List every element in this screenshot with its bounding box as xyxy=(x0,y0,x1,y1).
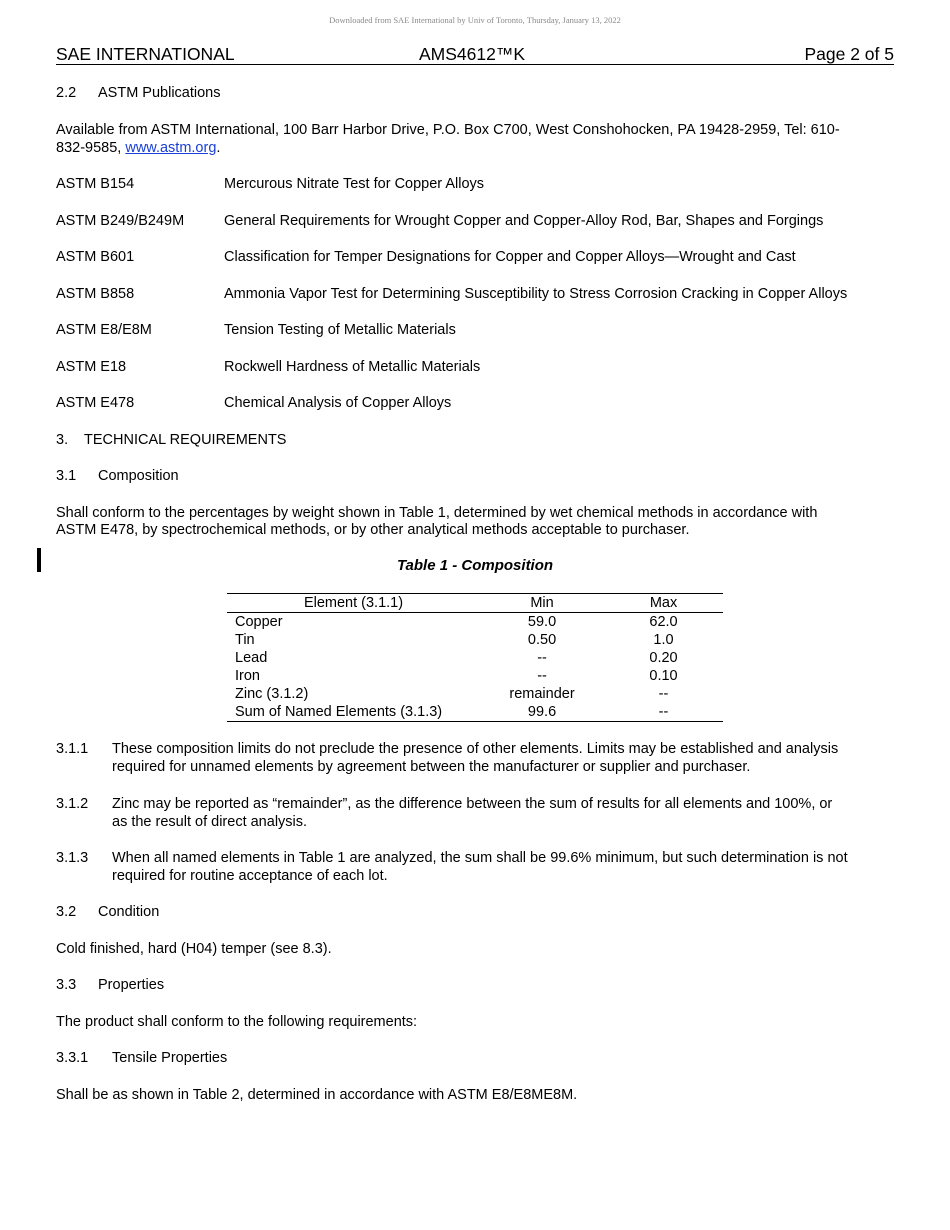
period-text: . xyxy=(216,140,221,156)
table-row xyxy=(227,613,723,632)
reference-title: Ammonia Vapor Test for Determining Susceptibility to Stress Corrosion Cracking in Copper Alloys xyxy=(224,286,848,302)
reference-code: ASTM B154 xyxy=(56,176,135,192)
reference-title: Tension Testing of Metallic Materials xyxy=(224,322,456,338)
download-notice: Downloaded from SAE International by Univ of Toronto, Thursday, January 13, 2022 xyxy=(329,15,621,25)
element-cell: Zinc (3.1.2) xyxy=(235,686,309,702)
note-number: 3.1.2 xyxy=(56,796,89,812)
table-row xyxy=(227,667,723,685)
min-cell: -- xyxy=(537,650,547,666)
column-header-element: Element (3.1.1) xyxy=(227,594,480,613)
min-cell: -- xyxy=(537,668,547,684)
section-3-heading xyxy=(56,431,894,449)
max-cell: 62.0 xyxy=(649,614,678,630)
astm-availability-line2 xyxy=(56,139,894,157)
min-cell: 0.50 xyxy=(527,632,557,648)
note-line: When all named elements in Table 1 are analyzed, the sum shall be 99.6% minimum, but such determination is not xyxy=(112,850,848,866)
min-cell: 59.0 xyxy=(527,614,557,630)
section-2-2-heading xyxy=(56,84,894,102)
reference-row xyxy=(56,394,894,412)
reference-code: ASTM B601 xyxy=(56,249,135,265)
note-number: 3.1.1 xyxy=(56,741,89,757)
element-cell: Sum of Named Elements (3.1.3) xyxy=(227,703,480,722)
element-cell: Tin xyxy=(235,632,255,648)
section-number: 2.2 xyxy=(56,85,77,101)
section-3-3-heading xyxy=(56,976,894,994)
reference-row xyxy=(56,358,894,376)
note-3-1-2 xyxy=(56,795,894,831)
note-line: required for routine acceptance of each lot. xyxy=(112,868,388,884)
section-number: 3.3.1 xyxy=(56,1050,89,1066)
section-3-3-1-heading xyxy=(56,1049,894,1067)
reference-title: Rockwell Hardness of Metallic Materials xyxy=(224,359,481,375)
note-line: These composition limits do not preclude the presence of other elements. Limits may be established and analysis xyxy=(112,741,839,757)
section-number: 3.1 xyxy=(56,468,77,484)
composition-table xyxy=(227,593,723,722)
reference-code: ASTM B249/B249M xyxy=(56,213,185,229)
reference-row xyxy=(56,175,894,193)
max-cell: -- xyxy=(658,686,669,702)
column-header-min: Min xyxy=(480,594,604,613)
astm-availability-line1: Available from ASTM International, 100 Barr Harbor Drive, P.O. Box C700, West Conshohocken, PA 19428-2959, Tel: 610- xyxy=(56,122,840,138)
document-id: AMS4612™K xyxy=(419,44,526,64)
note-line: required for unnamed elements by agreement between the manufacturer or supplier and purchaser. xyxy=(112,759,751,775)
reference-title: Mercurous Nitrate Test for Copper Alloys xyxy=(224,176,485,192)
section-title: Properties xyxy=(98,977,165,993)
reference-row xyxy=(56,285,894,303)
reference-code: ASTM E8/E8M xyxy=(56,322,152,338)
section-number: 3.2 xyxy=(56,904,77,920)
reference-code: ASTM B858 xyxy=(56,286,135,302)
section-number: 3.3 xyxy=(56,977,77,993)
element-cell: Iron xyxy=(235,668,260,684)
note-number: 3.1.3 xyxy=(56,850,89,866)
note-3-1-1 xyxy=(56,740,894,776)
section-number: 3. xyxy=(56,432,69,448)
reference-title: General Requirements for Wrought Copper and Copper-Alloy Rod, Bar, Shapes and Forgings xyxy=(224,213,824,229)
section-title: TECHNICAL REQUIREMENTS xyxy=(84,432,287,448)
reference-title: Chemical Analysis of Copper Alloys xyxy=(224,395,452,411)
min-cell: remainder xyxy=(509,686,575,702)
reference-code: ASTM E18 xyxy=(56,359,127,375)
reference-row xyxy=(56,212,894,230)
reference-row xyxy=(56,321,894,339)
column-header-max: Max xyxy=(604,594,723,613)
max-cell: -- xyxy=(604,703,723,722)
element-cell: Copper xyxy=(235,614,283,630)
table-row xyxy=(227,685,723,703)
table-1-title: Table 1 - Composition xyxy=(396,557,554,574)
section-3-1-heading xyxy=(56,467,894,485)
section-title: Tensile Properties xyxy=(112,1050,228,1066)
composition-text-line1: Shall conform to the percentages by weight shown in Table 1, determined by wet chemical methods in accordance with xyxy=(56,505,818,521)
max-cell: 0.10 xyxy=(649,668,678,684)
page-header xyxy=(56,44,894,65)
table-row xyxy=(227,631,723,649)
astm-website-link[interactable]: www.astm.org xyxy=(125,140,217,156)
properties-text: The product shall conform to the following requirements: xyxy=(56,1014,418,1030)
reference-title: Classification for Temper Designations for Copper and Copper Alloys—Wrought and Cast xyxy=(224,249,796,265)
table-header-row xyxy=(227,594,723,613)
min-cell: 99.6 xyxy=(480,703,604,722)
max-cell: 1.0 xyxy=(653,632,674,648)
max-cell: 0.20 xyxy=(649,650,678,666)
reference-row xyxy=(56,248,894,266)
publisher-name: SAE INTERNATIONAL xyxy=(56,44,235,64)
note-line: Zinc may be reported as “remainder”, as the difference between the sum of results for all elements and 100%, or xyxy=(112,796,833,812)
section-3-2-heading xyxy=(56,903,894,921)
section-title: ASTM Publications xyxy=(98,85,221,101)
reference-code: ASTM E478 xyxy=(56,395,135,411)
composition-text-line2: ASTM E478, by spectrochemical methods, or by other analytical methods acceptable to purchaser. xyxy=(56,522,690,538)
table-row xyxy=(227,703,723,722)
element-cell: Lead xyxy=(235,650,268,666)
tensile-text: Shall be as shown in Table 2, determined in accordance with ASTM E8/E8ME8M. xyxy=(56,1087,578,1103)
note-3-1-3 xyxy=(56,849,894,885)
note-line: as the result of direct analysis. xyxy=(112,814,308,830)
section-title: Condition xyxy=(98,904,160,920)
table-row xyxy=(227,649,723,667)
page-number: Page 2 of 5 xyxy=(804,44,894,64)
section-title: Composition xyxy=(98,468,179,484)
condition-text: Cold finished, hard (H04) temper (see 8.3). xyxy=(56,941,332,957)
phone-text: 832-9585, xyxy=(56,140,126,156)
